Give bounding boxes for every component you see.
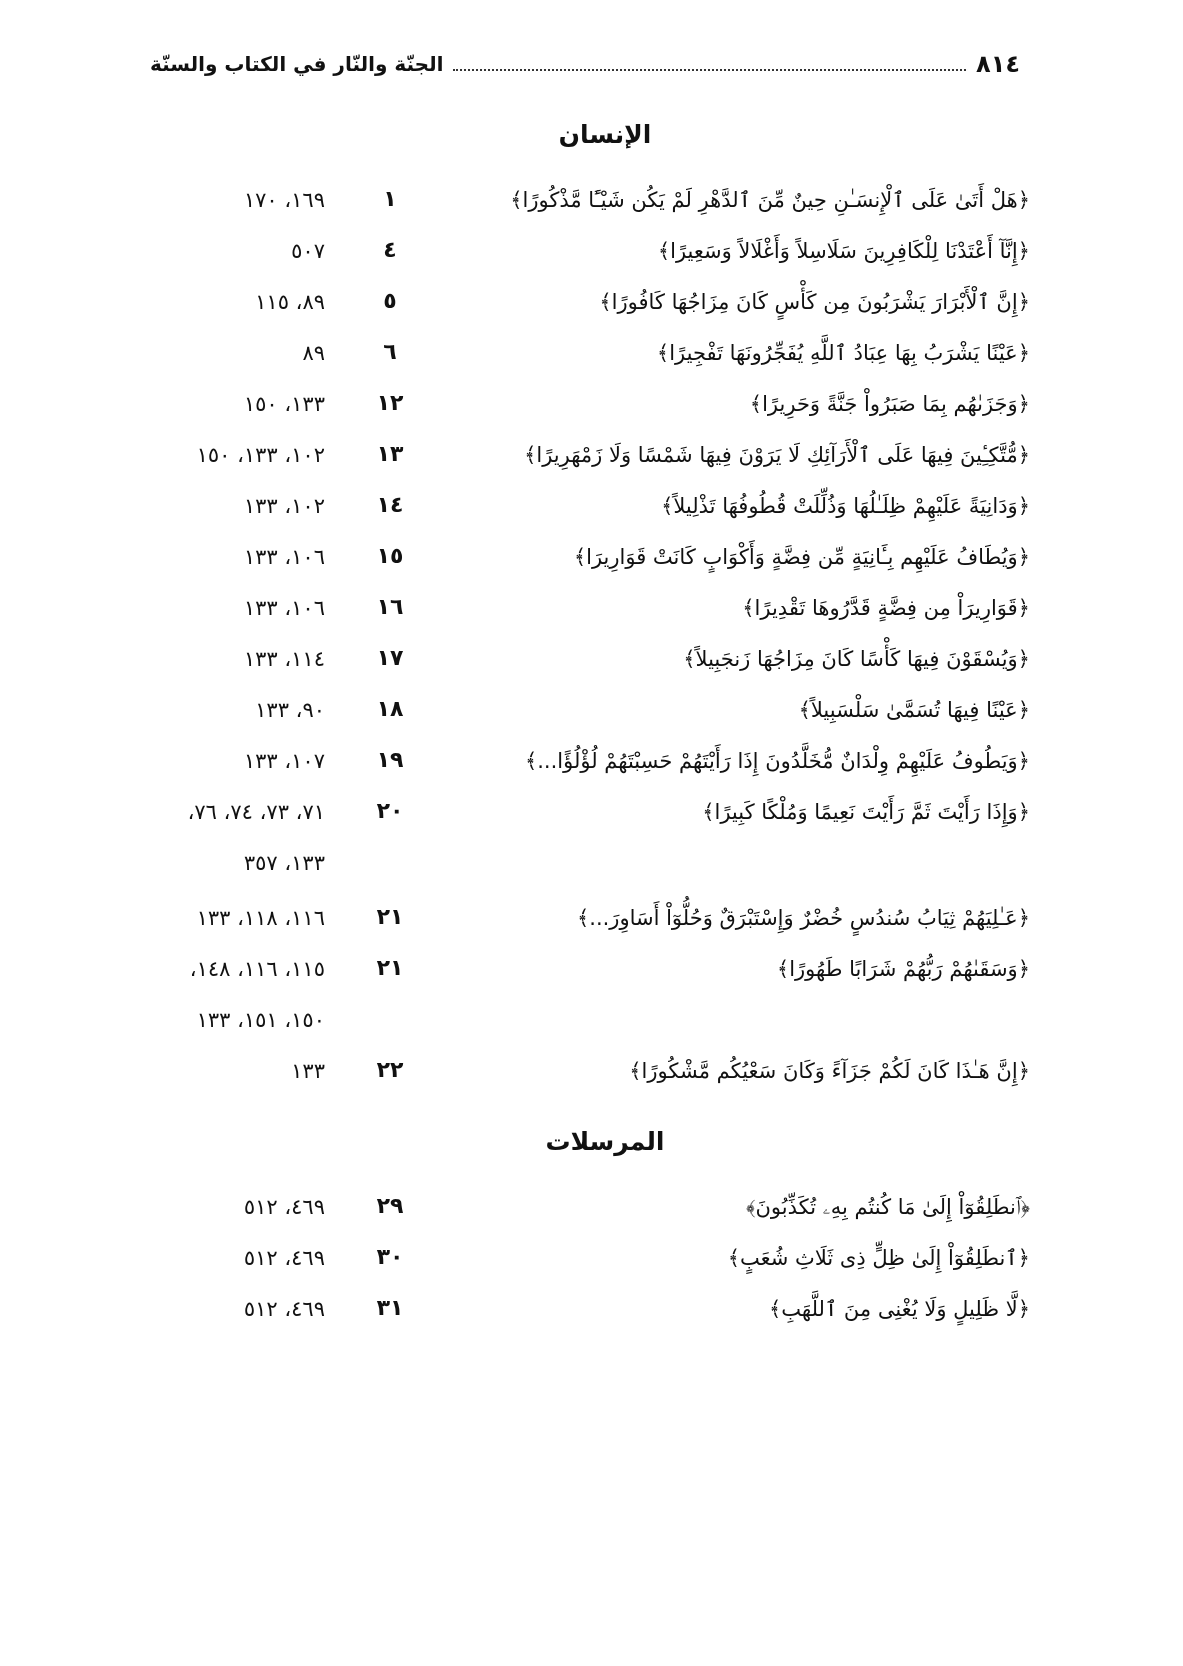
ayah-text: ﴿إِنَّآ أَعْتَدْنَا لِلْكَافِرِينَ سَلَاسِلاً وَأَغْلَالاً وَسَعِيرًا﴾ xyxy=(657,239,1030,263)
ayah-text: ﴿وَيُسْقَوْنَ فِيهَا كَأْسًا كَانَ مِزَاجُهَا زَنجَبِيلاً﴾ xyxy=(683,647,1030,671)
page-references: ٧١، ٧٣، ٧٤، ٧٦، xyxy=(187,800,325,824)
table-row xyxy=(140,688,1030,738)
page-references: ١٠٦، ١٣٣ xyxy=(243,596,325,620)
page-references: ٥٠٧ xyxy=(291,239,325,263)
page-references: ١٠٦، ١٣٣ xyxy=(243,545,325,569)
ayah-text: ﴿ٱنطَلِقُوٓاْ إِلَىٰ مَا كُنتُم بِهِۦ تُكَذِّبُونَ﴾ xyxy=(746,1195,1030,1219)
verse-number: ١٣ xyxy=(376,442,404,467)
ayah-text: ﴿وَيَطُوفُ عَلَيْهِمْ وِلْدَانٌ مُّخَلَّدُونَ إِذَا رَأَيْتَهُمْ حَسِبْتَهُمْ لُؤْلُؤًا...﴾ xyxy=(524,749,1030,773)
verse-number: ١٧ xyxy=(376,646,404,671)
page-references: ٤٦٩، ٥١٢ xyxy=(243,1195,325,1219)
section-heading-al-insan: الإنسان xyxy=(558,120,652,149)
page-references: ٨٩، ١١٥ xyxy=(255,290,325,314)
page-references: ١٠٧، ١٣٣ xyxy=(243,749,325,773)
verse-number: ٥ xyxy=(383,289,397,314)
verse-number: ١ xyxy=(383,187,397,212)
ayah-text: ﴿وَجَزَىٰهُم بِمَا صَبَرُواْ جَنَّةً وَحَرِيرًا﴾ xyxy=(749,392,1030,416)
ayah-text: ﴿ٱنطَلِقُوٓاْ إِلَىٰ ظِلٍّ ذِى ثَلَاثِ شُعَبٍ﴾ xyxy=(727,1246,1030,1270)
ayah-text: ﴿عَيْنًا يَشْرَبُ بِهَا عِبَادُ ٱللَّهِ يُفَجِّرُونَهَا تَفْجِيرًا﴾ xyxy=(656,341,1030,365)
verse-number: ٣٠ xyxy=(376,1245,404,1270)
page-references: ١٥٠، ١٥١، ١٣٣ xyxy=(196,1008,325,1032)
table-row xyxy=(140,484,1030,534)
table-row-continuation xyxy=(140,841,1030,891)
table-row xyxy=(140,739,1030,789)
verse-number: ١٢ xyxy=(376,391,404,416)
table-row xyxy=(140,1287,1030,1337)
page-references: ٤٦٩، ٥١٢ xyxy=(243,1246,325,1270)
page-references: ٨٩ xyxy=(302,341,325,365)
ayah-text: ﴿مُّتَّكِـِٔينَ فِيهَا عَلَى ٱلْأَرَآئِكِ لَا يَرَوْنَ فِيهَا شَمْسًا وَلَا زَمْهَرِيرًا﴾ xyxy=(524,443,1030,467)
verse-number: ٢٠ xyxy=(376,799,404,824)
table-row xyxy=(140,790,1030,840)
verse-number: ١٦ xyxy=(376,595,404,620)
table-row xyxy=(140,586,1030,636)
ayah-text: ﴿قَوَارِيرَاْ مِن فِضَّةٍ قَدَّرُوهَا تَقْدِيرًا﴾ xyxy=(742,596,1030,620)
verse-number: ٢٩ xyxy=(376,1194,404,1219)
table-row xyxy=(140,280,1030,330)
verse-number: ٤ xyxy=(383,238,397,263)
ayah-text: ﴿إِنَّ هَـٰذَا كَانَ لَكُمْ جَزَآءً وَكَانَ سَعْيُكُم مَّشْكُورًا﴾ xyxy=(629,1059,1030,1083)
table-row xyxy=(140,896,1030,946)
table-row xyxy=(140,229,1030,279)
verse-number: ٢٢ xyxy=(376,1058,404,1083)
table-row xyxy=(140,433,1030,483)
ayah-text: ﴿لَّا ظَلِيلٍ وَلَا يُغْنِى مِنَ ٱللَّهَبِ﴾ xyxy=(769,1297,1030,1321)
verse-number: ٦ xyxy=(383,340,397,365)
page-number: ٨١٤ xyxy=(976,50,1020,78)
table-row xyxy=(140,637,1030,687)
ayah-text: ﴿عَيْنًا فِيهَا تُسَمَّىٰ سَلْسَبِيلاً﴾ xyxy=(798,698,1030,722)
dotted-leader xyxy=(453,69,966,71)
verse-number: ١٤ xyxy=(376,493,404,518)
verse-number: ١٥ xyxy=(376,544,404,569)
ayah-text: ﴿وَدَانِيَةً عَلَيْهِمْ ظِلَـٰلُهَا وَذُلِّلَتْ قُطُوفُهَا تَذْلِيلاً﴾ xyxy=(661,494,1030,518)
table-row xyxy=(140,178,1030,228)
table-row-continuation xyxy=(140,998,1030,1048)
table-row xyxy=(140,1049,1030,1099)
page-references: ٩٠، ١٣٣ xyxy=(255,698,325,722)
page-references: ١٣٣، ٣٥٧ xyxy=(243,851,325,875)
page-references: ١١٦، ١١٨، ١٣٣ xyxy=(196,906,325,930)
table-row xyxy=(140,382,1030,432)
verse-number: ١٩ xyxy=(376,748,404,773)
table-row xyxy=(140,535,1030,585)
verse-number: ٣١ xyxy=(376,1296,404,1321)
page-references: ١٠٢، ١٣٣، ١٥٠ xyxy=(196,443,325,467)
ayah-text: ﴿هَلْ أَتَىٰ عَلَى ٱلْإِنسَـٰنِ حِينٌ مِّنَ ٱلدَّهْرِ لَمْ يَكُن شَيْـًٔا مَّذْكُورًا﴾ xyxy=(510,188,1030,212)
verse-number: ٢١ xyxy=(376,905,404,930)
table-row xyxy=(140,947,1030,997)
page-references: ١٠٢، ١٣٣ xyxy=(243,494,325,518)
running-header xyxy=(150,44,1020,84)
page-references: ١٣٣ xyxy=(291,1059,325,1083)
page-references: ١١٤، ١٣٣ xyxy=(243,647,325,671)
table-row xyxy=(140,1236,1030,1286)
table-row xyxy=(140,1185,1030,1235)
ayah-text: ﴿وَيُطَافُ عَلَيْهِم بِـَٔانِيَةٍ مِّن فِضَّةٍ وَأَكْوَابٍ كَانَتْ قَوَارِيرَا﴾ xyxy=(573,545,1030,569)
page-references: ١٣٣، ١٥٠ xyxy=(243,392,325,416)
ayah-text: ﴿وَإِذَا رَأَيْتَ ثَمَّ رَأَيْتَ نَعِيمًا وَمُلْكًا كَبِيرًا﴾ xyxy=(702,800,1030,824)
ayah-text: ﴿عَـٰلِيَهُمْ ثِيَابُ سُندُسٍ خُضْرٌ وَإِسْتَبْرَقٌ وَحُلُّوٓاْ أَسَاوِرَ...﴾ xyxy=(576,906,1030,930)
page-references: ١١٥، ١١٦، ١٤٨، xyxy=(189,957,325,981)
book-title: الجنّة والنّار في الكتاب والسنّة xyxy=(150,52,444,76)
page-references: ١٦٩، ١٧٠ xyxy=(243,188,325,212)
section-heading-al-mursalat: المرسلات xyxy=(545,1127,665,1156)
verse-number: ١٨ xyxy=(376,697,404,722)
ayah-text: ﴿وَسَقَىٰهُمْ رَبُّهُمْ شَرَابًا طَهُورًا﴾ xyxy=(776,957,1030,981)
verse-number: ٢١ xyxy=(376,956,404,981)
page-references: ٤٦٩، ٥١٢ xyxy=(243,1297,325,1321)
ayah-text: ﴿إِنَّ ٱلْأَبْرَارَ يَشْرَبُونَ مِن كَأْسٍ كَانَ مِزَاجُهَا كَافُورًا﴾ xyxy=(599,290,1030,314)
table-row xyxy=(140,331,1030,381)
